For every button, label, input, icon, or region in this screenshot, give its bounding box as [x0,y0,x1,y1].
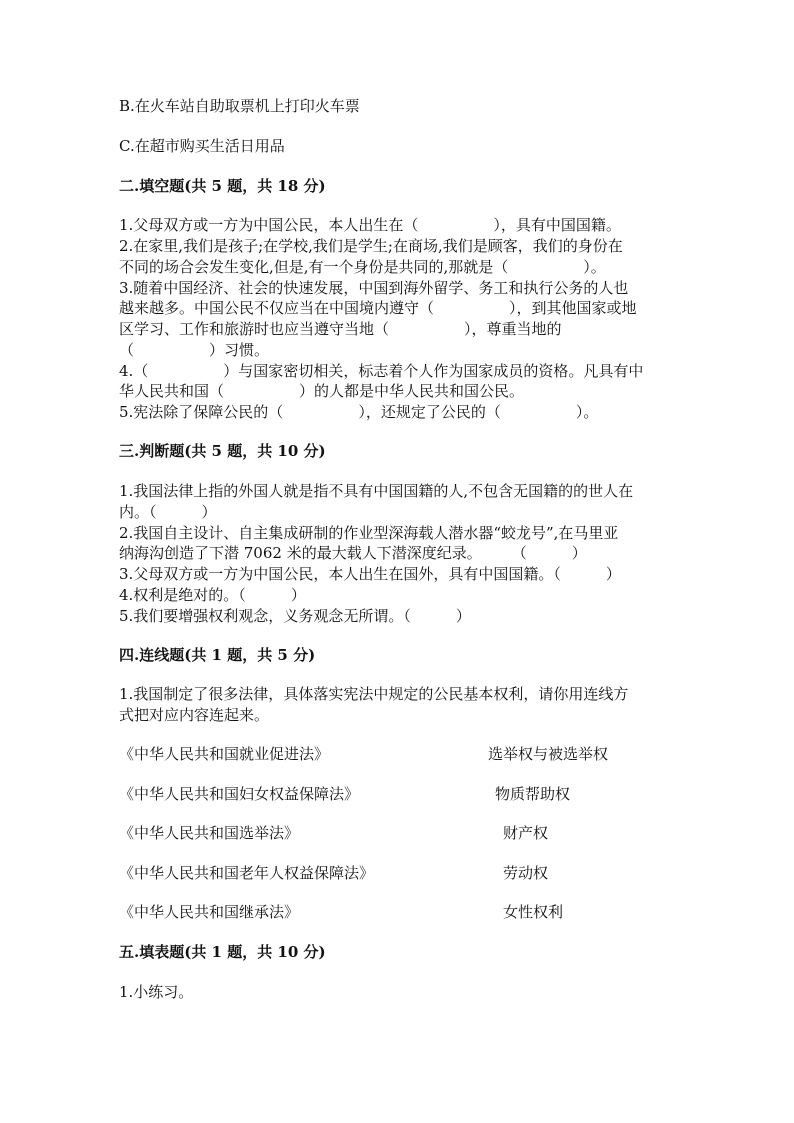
fill-line: 1.父母双方或一方为中国公民，本人出生在（ ），具有中国国籍。 [119,216,621,234]
fill-line: 3.随着中国经济、社会的快速发展，中国到海外留学、务工和执行公务的人也 [119,279,629,297]
law-item: 《中华人民共和国选举法》 [119,824,300,842]
matching-question: 1.我国制定了很多法律，具体落实宪法中规定的公民基本权利，请你用连线方 [119,685,629,703]
fill-line: （ ）习惯。 [119,341,270,359]
law-item: 《中华人民共和国老年人权益保障法》 [119,864,375,882]
right-item: 劳动权 [503,864,549,882]
option-c: C.在超市购买生活日用品 [119,137,285,155]
section-3-heading: 三.判断题(共 5 题，共 10 分) [119,442,326,460]
judge-line: 5.我们要增强权利观念，义务观念无所谓。（ ） [119,607,471,625]
option-b: B.在火车站自助取票机上打印火车票 [119,97,360,115]
section-4-heading: 四.连线题(共 1 题，共 5 分) [119,646,316,664]
right-item: 财产权 [503,824,549,842]
right-item: 物质帮助权 [495,785,571,803]
fill-line: 5.宪法除了保障公民的（ ），还规定了公民的（ ）。 [119,403,599,421]
law-item: 《中华人民共和国继承法》 [119,903,300,921]
right-item: 女性权利 [503,903,564,921]
section-5-heading: 五.填表题(共 1 题，共 10 分) [119,943,326,961]
judge-line: 1.我国法律上指的外国人就是指不具有中国国籍的人,不包含无国籍的的世人在 [119,482,634,500]
section-2-heading: 二.填空题(共 5 题，共 18 分) [119,177,326,195]
judge-line: 内。（ ） [119,503,217,521]
fill-line: 华人民共和国（ ）的人都是中华人民共和国公民。 [119,382,525,400]
fill-line: 4.（ ）与国家密切相关，标志着个人作为国家成员的资格。凡具有中 [119,362,644,380]
right-item: 选举权与被选举权 [488,745,609,763]
judge-line: 3.父母双方或一方为中国公民，本人出生在国外，具有中国国籍。（ ） [119,565,621,583]
matching-question: 式把对应内容连起来。 [119,706,270,724]
fill-line: 2.在家里,我们是孩子;在学校,我们是学生;在商场,我们是顾客，我们的身份在 [119,237,623,255]
fill-line: 区学习、工作和旅游时也应当遵守当地（ ），尊重当地的 [119,320,562,338]
judge-line: 纳海沟创造了下潜 7062 米的最大载人下潜深度纪录。 （ ） [119,544,587,562]
law-item: 《中华人民共和国妇女权益保障法》 [119,785,360,803]
law-item: 《中华人民共和国就业促进法》 [119,745,330,763]
fill-line: 不同的场合会发生变化,但是,有一个身份是共同的,那就是（ ）。 [119,258,606,276]
fill-line: 越来越多。中国公民不仅应当在中国境内遵守（ ），到其他国家或地 [119,299,637,317]
table-question: 1.小练习。 [119,983,194,1001]
judge-line: 4.权利是绝对的。（ ） [119,586,306,604]
judge-line: 2.我国自主设计、自主集成研制的作业型深海载人潜水器“蛟龙号”,在马里亚 [119,524,619,542]
